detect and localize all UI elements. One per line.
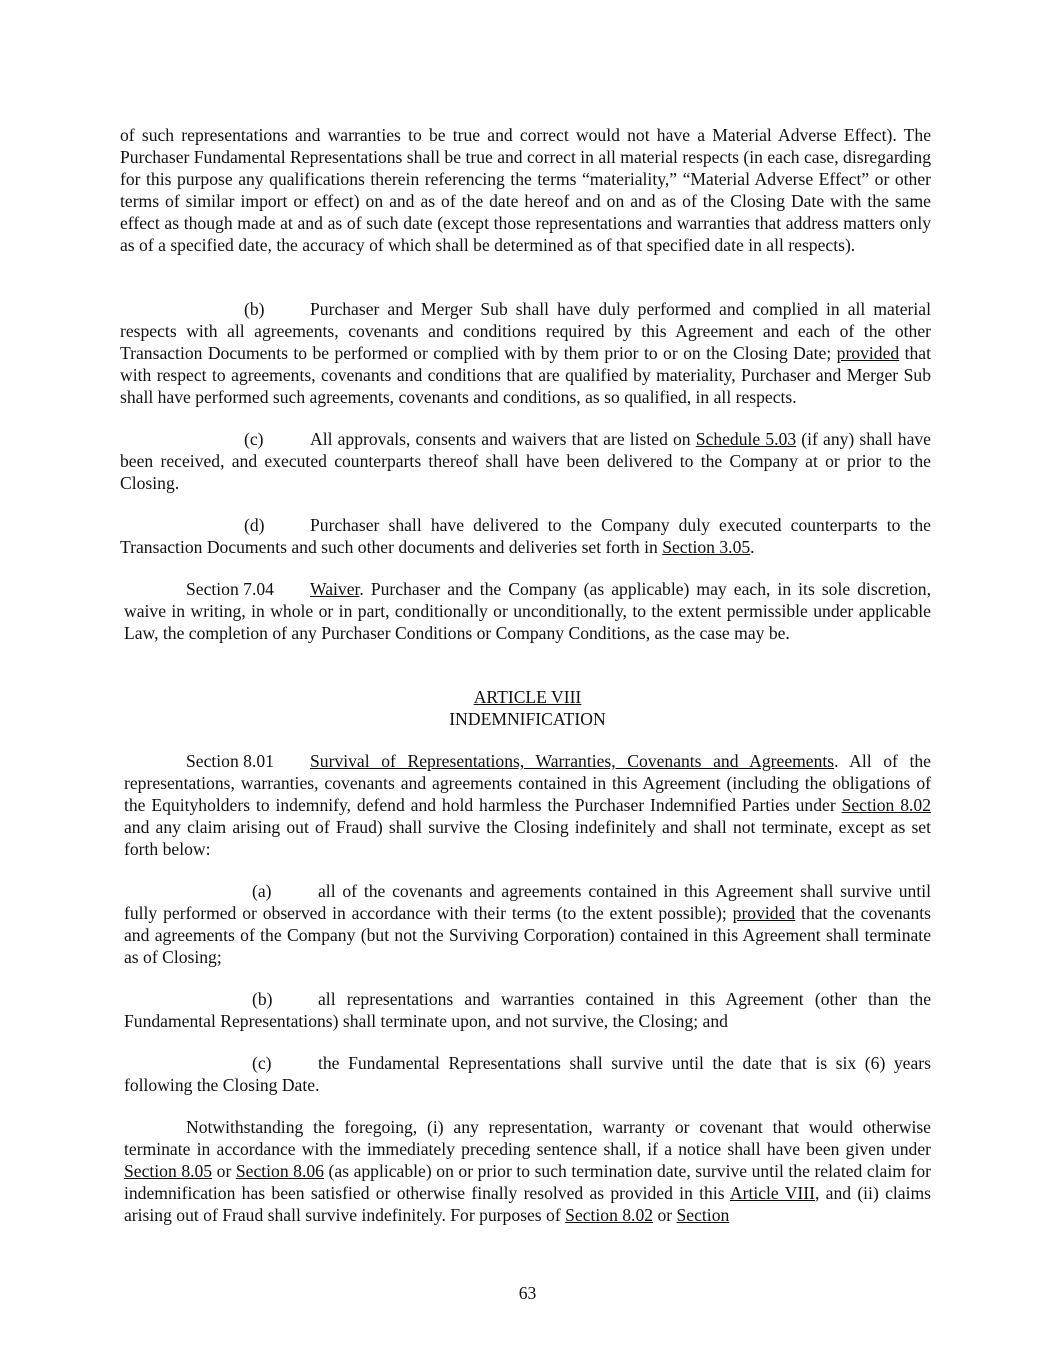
section-8-06-link[interactable]: Section 8.06 — [235, 1161, 324, 1181]
clause-b-text-2: that with respect to agreements, covenants and conditions that are qualified by materiality, Purchaser and Merger Sub shall have performed such agreements, covenants and conditions, as so qualified, in all respects. — [120, 343, 931, 407]
section-8-01-text-2: and any claim arising out of Fraud) shall survive the Closing indefinitely and shall not terminate, except as set forth below: — [124, 817, 931, 859]
schedule-5-03-link[interactable]: Schedule 5.03 — [695, 429, 797, 449]
clause-c-text-1: All approvals, consents and waivers that are listed on — [310, 429, 696, 449]
item-c-paragraph — [124, 1052, 931, 1096]
section-8-01-text-1: . All of the representations, warranties, covenants and agreements contained in this Agreement (including the obligations of the Equityholders to indemnify, defend and hold harmless the Purchaser Indemnified Parties under — [124, 751, 931, 815]
continuation-paragraph — [120, 124, 931, 256]
item-c-text: the Fundamental Representations shall survive until the date that is six (6) years following the Closing Date. — [124, 1053, 931, 1095]
notwithstanding-text-5: or — [653, 1205, 677, 1225]
clause-c-paragraph — [120, 428, 931, 494]
page-number: 63 — [518, 1283, 537, 1303]
section-8-01-number: Section 8.01 — [186, 751, 274, 771]
clause-d-paragraph — [120, 514, 931, 558]
section-8-01-paragraph — [124, 750, 931, 860]
item-a-label: (a) — [252, 881, 272, 901]
notwithstanding-text-3: (as applicable) on or prior to such termination date, survive until the related claim for indemnification has been satisfied or otherwise finally resolved as provided in this — [124, 1161, 931, 1203]
section-3-05-link[interactable]: Section 3.05 — [662, 537, 751, 557]
notwithstanding-text-1: Notwithstanding the foregoing, (i) any representation, warranty or covenant that would otherwise terminate in accordance with the immediately preceding sentence shall, if a notice shall have been given under — [124, 1117, 931, 1159]
continuation-text: of such representations and warranties to be true and correct would not have a Material Adverse Effect). The Purchaser Fundamental Representations shall be true and correct in all material respects (in each case, disregarding for this purpose any qualifications therein referencing the terms “materiality,” “Material Adverse Effect” or other terms of similar import or effect) on and as of the date hereof and on and as of the Closing Date with the same effect as though made at and as of such date (except those representations and warranties that address matters only as of a specified date, the accuracy of which shall be determined as of that specified date in all respects). — [120, 125, 931, 255]
item-b-text: all representations and warranties contained in this Agreement (other than the Fundamental Representations) shall terminate upon, and not survive, the Closing; and — [124, 989, 931, 1031]
section-8-01-title: Survival of Representations, Warranties, Covenants and Agreements — [310, 751, 835, 771]
clause-d-label: (d) — [244, 515, 265, 535]
clause-b-provided-link[interactable]: provided — [836, 343, 900, 363]
section-7-04-number: Section 7.04 — [186, 579, 274, 599]
item-a-paragraph — [124, 880, 931, 968]
section-8-05-link[interactable]: Section 8.05 — [124, 1161, 213, 1181]
article-viii-link[interactable]: Article VIII — [729, 1183, 815, 1203]
notwithstanding-paragraph — [124, 1116, 931, 1226]
item-b-label: (b) — [252, 989, 273, 1009]
section-link-continued[interactable]: Section — [676, 1205, 730, 1225]
section-7-04-paragraph — [124, 578, 931, 644]
article-heading — [0, 686, 1055, 730]
section-7-04-title: Waiver — [310, 579, 360, 599]
clause-b-text-1: Purchaser and Merger Sub shall have duly performed and complied in all material respects with all agreements, covenants and conditions required by this Agreement and each of the other Transaction Documents to be performed or complied with by them prior to or on the Closing Date; — [120, 299, 931, 363]
item-a-text-1: all of the covenants and agreements contained in this Agreement shall survive until fully performed or observed in accordance with their terms (to the extent possible); — [124, 881, 931, 923]
item-b-paragraph — [124, 988, 931, 1032]
section-8-02-link[interactable]: Section 8.02 — [841, 795, 931, 815]
clause-b-label: (b) — [244, 299, 265, 319]
article-title: INDEMNIFICATION — [449, 709, 606, 729]
clause-d-text-1: Purchaser shall have delivered to the Company duly executed counterparts to the Transaction Documents and such other documents and deliveries set forth in — [120, 515, 931, 557]
clause-b-paragraph — [120, 298, 931, 408]
item-a-text-2: that the covenants and agreements of the Company (but not the Surviving Corporation) contained in this Agreement shall terminate as of Closing; — [124, 903, 932, 967]
item-c-label: (c) — [252, 1053, 272, 1073]
notwithstanding-text-2: or — [212, 1161, 236, 1181]
article-number: ARTICLE VIII — [473, 687, 582, 707]
notwithstanding-text-4: , and (ii) claims arising out of Fraud shall survive indefinitely. For purposes of — [124, 1183, 932, 1225]
clause-c-text-2: (if any) shall have been received, and executed counterparts thereof shall have been delivered to the Company at or prior to the Closing. — [120, 429, 931, 493]
clause-c-label: (c) — [244, 429, 264, 449]
clause-d-text-2: . — [750, 537, 755, 557]
section-8-02-link-2[interactable]: Section 8.02 — [565, 1205, 654, 1225]
item-a-provided-link[interactable]: provided — [732, 903, 796, 923]
section-7-04-text: . Purchaser and the Company (as applicable) may each, in its sole discretion, waive in writing, in whole or in part, conditionally or unconditionally, to the extent permissible under applicable Law, the completion of any Purchaser Conditions or Company Conditions, as the case may be. — [124, 579, 931, 643]
